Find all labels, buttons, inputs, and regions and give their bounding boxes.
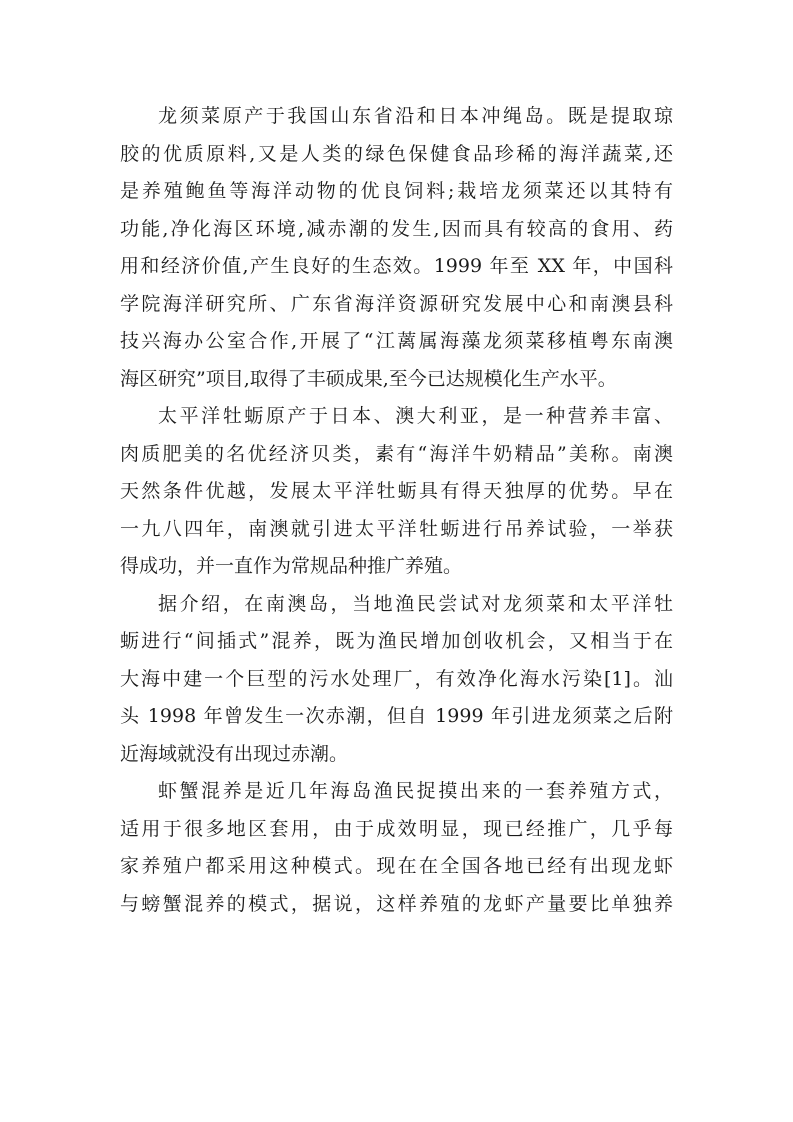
text-line: 蛎进行“间插式”混养，既为渔民增加创收机会，又相当于在 bbox=[120, 630, 673, 652]
text-line: 得成功，并一直作为常规品种推广养殖。 bbox=[120, 555, 463, 577]
paragraph-polyculture bbox=[120, 586, 673, 774]
text-line: 天然条件优越，发展太平洋牡蛎具有得天独厚的优势。早在 bbox=[120, 480, 673, 502]
paragraph-oyster bbox=[120, 398, 673, 586]
paragraph-shrimp-crab bbox=[120, 773, 673, 923]
text-line: 据介绍，在南澳岛，当地渔民尝试对龙须菜和太平洋牡 bbox=[158, 592, 673, 615]
text-line: 大海中建一个巨型的污水处理厂，有效净化海水污染[1]。汕 bbox=[120, 667, 673, 690]
text-line: 家养殖户都采用这种模式。现在在全国各地已经有出现龙虾 bbox=[120, 855, 673, 877]
text-line: 虾蟹混养是近几年海岛渔民捉摸出来的一套养殖方式， bbox=[158, 780, 673, 802]
text-line: 一九八四年，南澳就引进太平洋牡蛎进行吊养试验，一举获 bbox=[120, 517, 673, 540]
text-line: 肉质肥美的名优经济贝类，素有“海洋牛奶精品”美称。南澳 bbox=[120, 442, 673, 465]
text-line: 龙须菜原产于我国山东省沿和日本冲绳岛。既是提取琼 bbox=[158, 105, 673, 127]
text-line: 近海域就没有出现过赤潮。 bbox=[120, 742, 349, 765]
paragraph-longxucai bbox=[120, 98, 673, 398]
text-line: 海区研究”项目,取得了丰硕成果,至今已达规模化生产水平。 bbox=[120, 367, 617, 390]
text-line: 胶的优质原料,又是人类的绿色保健食品珍稀的海洋蔬菜,还 bbox=[120, 142, 673, 165]
text-line: 是养殖鲍鱼等海洋动物的优良饲料;栽培龙须菜还以其特有 bbox=[120, 180, 673, 202]
text-line: 技兴海办公室合作,开展了“江蓠属海藻龙须菜移植粤东南澳 bbox=[120, 330, 673, 352]
text-line: 适用于很多地区套用，由于成效明显，现已经推广，几乎每 bbox=[120, 817, 673, 840]
text-line: 头 1998 年曾发生一次赤潮，但自 1999 年引进龙须菜之后附 bbox=[120, 705, 673, 727]
text-line: 与螃蟹混养的模式，据说，这样养殖的龙虾产量要比单独养 bbox=[120, 892, 673, 915]
text-line: 太平洋牡蛎原产于日本、澳大利亚，是一种营养丰富、 bbox=[158, 405, 673, 427]
text-line: 用和经济价值,产生良好的生态效。1999 年至 XX 年，中国科 bbox=[120, 255, 673, 277]
text-line: 学院海洋研究所、广东省海洋资源研究发展中心和南澳县科 bbox=[120, 292, 673, 315]
document-body bbox=[120, 98, 673, 923]
text-line: 功能,净化海区环境,减赤潮的发生,因而具有较高的食用、药 bbox=[120, 217, 673, 240]
